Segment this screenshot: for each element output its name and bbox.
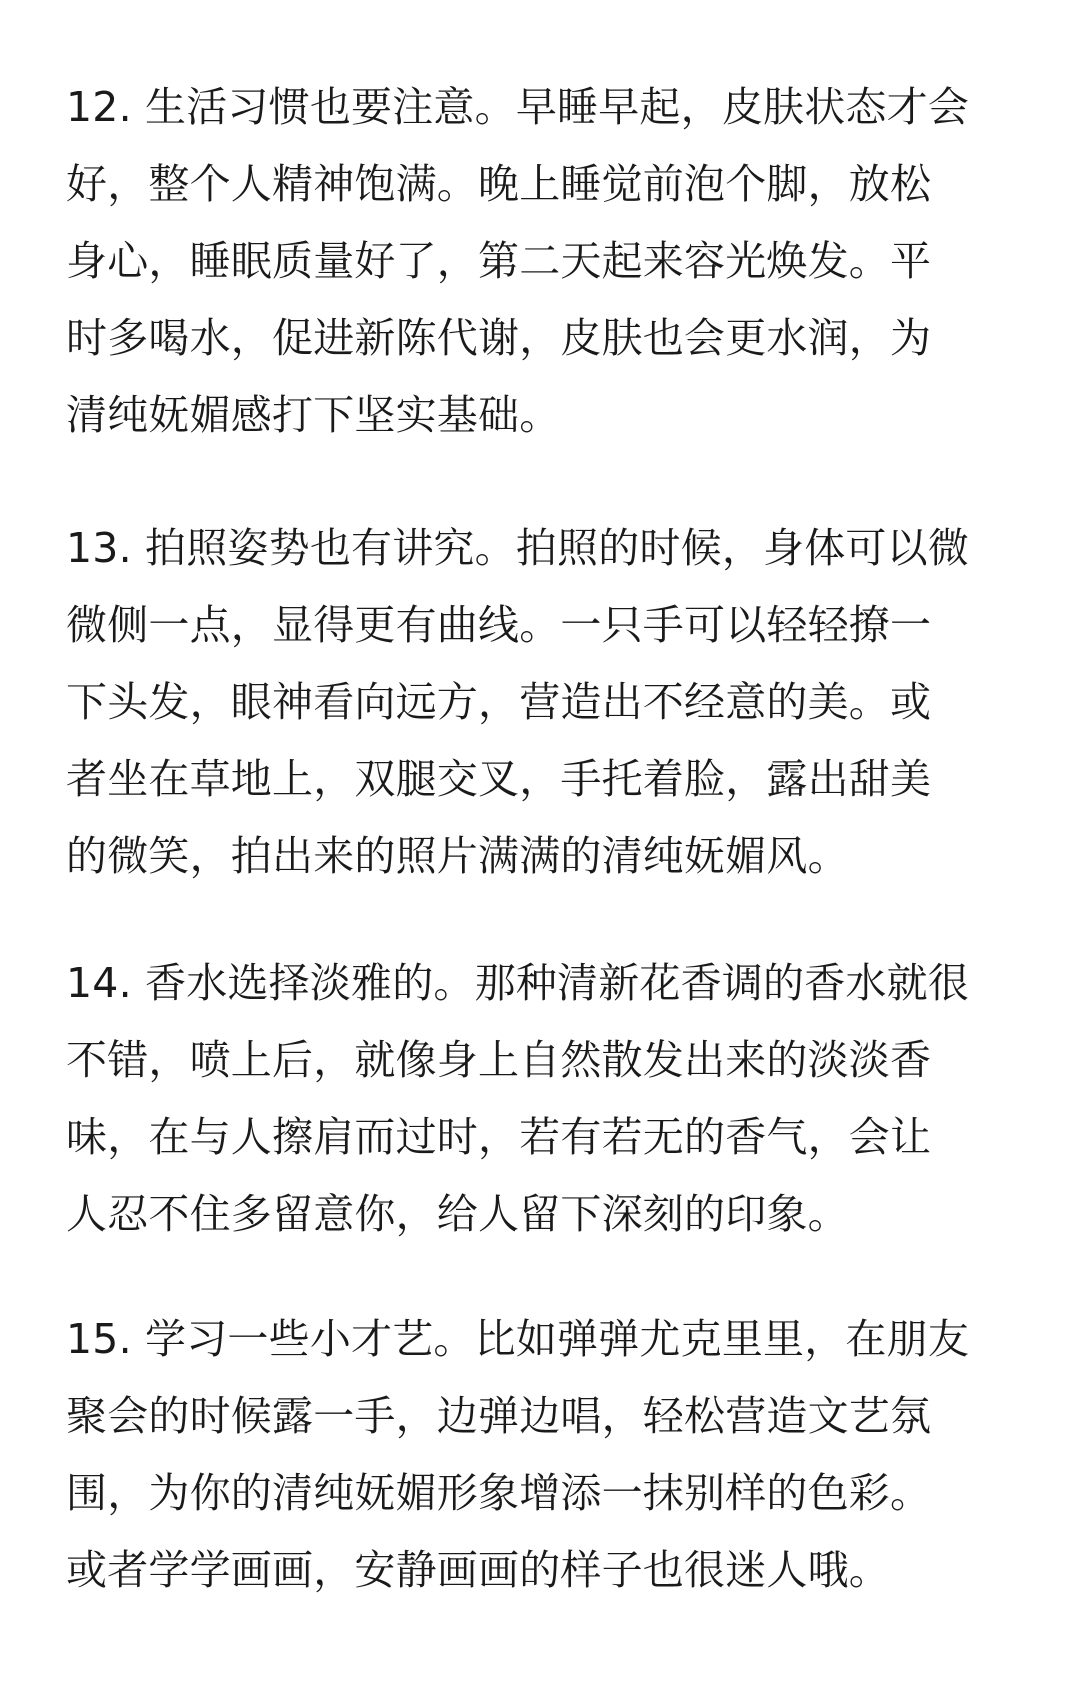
paragraph-line: 好，整个人精神饱满。晚上睡觉前泡个脚，放松 [66, 160, 932, 208]
paragraph-line: 微侧一点，显得更有曲线。一只手可以轻轻撩一 [66, 601, 932, 649]
paragraph-line: 身心，睡眠质量好了，第二天起来容光焕发。平 [66, 237, 932, 285]
paragraph-line: 围，为你的清纯妩媚形象增添一抹别样的色彩。 [66, 1469, 932, 1517]
paragraph-line: 14. 香水选择淡雅的。那种清新花香调的香水就很 [66, 959, 970, 1007]
tip-paragraph-12 [66, 69, 1026, 454]
paragraph-line: 清纯妩媚感打下坚实基础。 [66, 391, 561, 439]
tip-paragraph-15 [66, 1301, 1026, 1609]
paragraph-line: 下头发，眼神看向远方，营造出不经意的美。或 [66, 678, 932, 726]
paragraph-line: 聚会的时候露一手，边弹边唱，轻松营造文艺氛 [66, 1392, 932, 1440]
paragraph-line: 15. 学习一些小才艺。比如弹弹尤克里里，在朋友 [66, 1315, 970, 1363]
paragraph-line: 时多喝水，促进新陈代谢，皮肤也会更水润，为 [66, 314, 932, 362]
paragraph-line: 味，在与人擦肩而过时，若有若无的香气，会让 [66, 1113, 932, 1161]
paragraph-line: 人忍不住多留意你，给人留下深刻的印象。 [66, 1190, 849, 1238]
paragraph-line: 者坐在草地上，双腿交叉，手托着脸，露出甜美 [66, 755, 932, 803]
paragraph-line: 12. 生活习惯也要注意。早睡早起，皮肤状态才会 [66, 83, 970, 131]
tip-paragraph-13 [66, 510, 1026, 895]
paragraph-line: 不错，喷上后，就像身上自然散发出来的淡淡香 [66, 1036, 932, 1084]
paragraph-line: 的微笑，拍出来的照片满满的清纯妩媚风。 [66, 832, 849, 880]
tip-paragraph-14 [66, 945, 1026, 1253]
paragraph-line: 13. 拍照姿势也有讲究。拍照的时候，身体可以微 [66, 524, 970, 572]
paragraph-line: 或者学学画画，安静画画的样子也很迷人哦。 [66, 1546, 890, 1594]
